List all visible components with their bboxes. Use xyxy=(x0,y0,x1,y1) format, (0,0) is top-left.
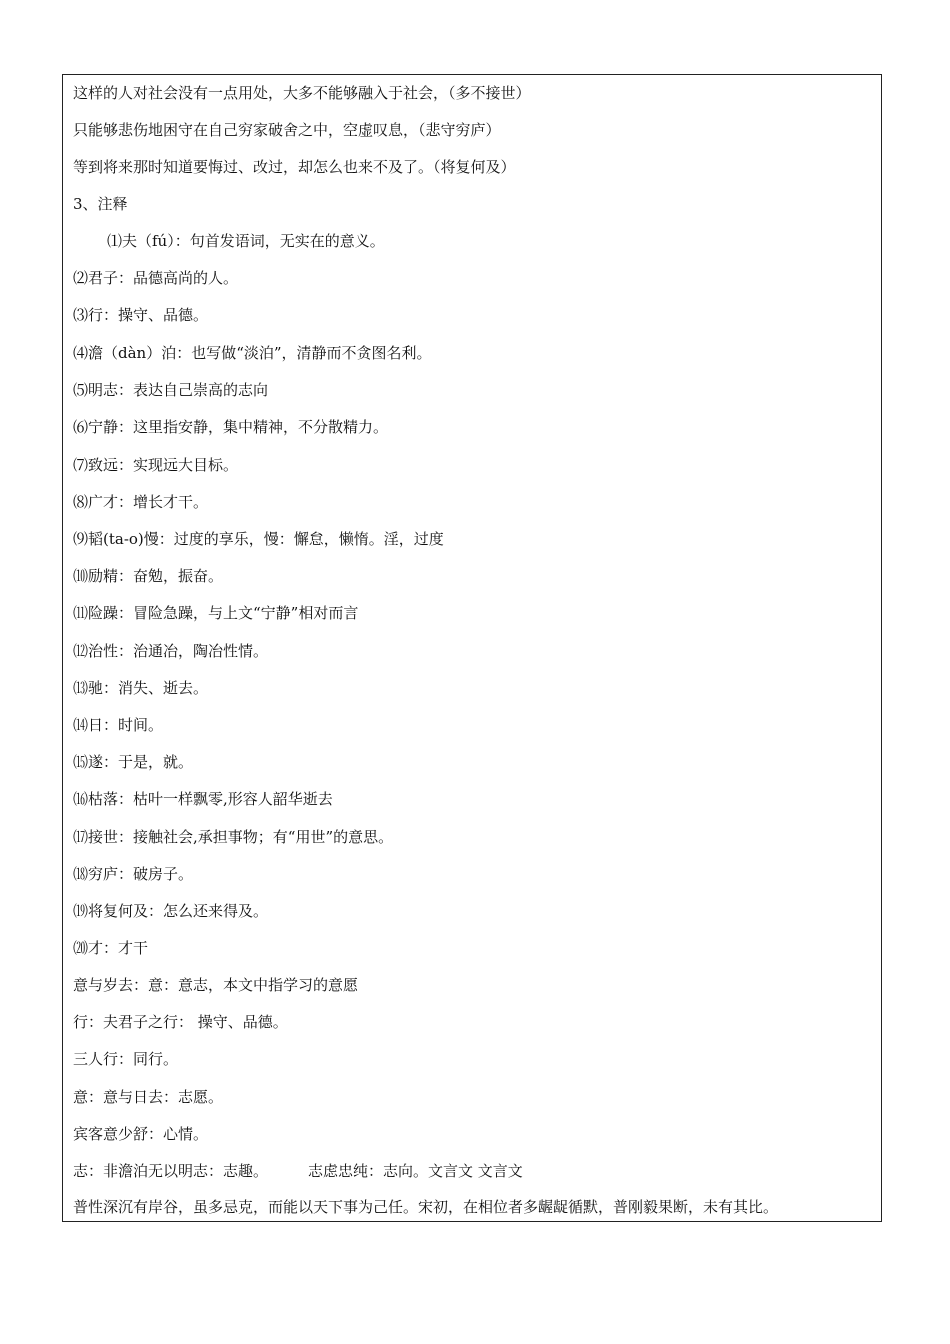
extra-zhi-b: 志虑忠纯：志向。文言文 文言文 xyxy=(308,1162,523,1180)
notes-heading: 3、注释 xyxy=(73,195,128,213)
extra-yi-3: 宾客意少舒：心情。 xyxy=(73,1125,209,1143)
note-2: ⑵君子：品德高尚的人。 xyxy=(73,269,239,287)
note-16: ⒃枯落：枯叶一样飘零,形容人韶华逝去 xyxy=(73,790,333,808)
note-7: ⑺致远：实现远大目标。 xyxy=(73,456,239,474)
note-10: ⑽励精：奋勉，振奋。 xyxy=(73,567,224,585)
note-20: ⒇才：才干 xyxy=(73,939,149,957)
translation-line-1: 这样的人对社会没有一点用处，大多不能够融入于社会，（多不接世） xyxy=(73,84,531,102)
note-1: ⑴夫（fú）：句首发语词，无实在的意义。 xyxy=(107,232,385,250)
note-17: ⒄接世：接触社会,承担事物；有“用世”的意思。 xyxy=(73,828,394,846)
extra-yi-1: 意与岁去：意：意志，本文中指学习的意愿 xyxy=(73,976,359,994)
content-box xyxy=(62,74,882,1222)
note-18: ⒅穷庐：破房子。 xyxy=(73,865,194,883)
extra-zhi-a: 志：非澹泊无以明志：志趣。 xyxy=(73,1162,269,1180)
extra-xing-1: 行：夫君子之行： 操守、品德。 xyxy=(73,1013,288,1031)
note-9: ⑼韬(ta-o)慢：过度的享乐，慢：懈怠，懒惰。淫，过度 xyxy=(73,530,444,548)
note-4: ⑷澹（dàn）泊：也写做“淡泊”，清静而不贪图名利。 xyxy=(73,344,432,362)
translation-line-2: 只能够悲伤地困守在自己穷家破舍之中，空虚叹息，（悲守穷庐） xyxy=(73,121,501,139)
note-6: ⑹宁静：这里指安静，集中精神，不分散精力。 xyxy=(73,418,389,436)
extra-last-line: 普性深沉有岸谷，虽多忌克，而能以天下事为己任。宋初，在相位者多龌龊循默，普刚毅果断，未有其比。 xyxy=(73,1198,779,1216)
note-15: ⒂遂：于是，就。 xyxy=(73,753,194,771)
note-8: ⑻广才：增长才干。 xyxy=(73,493,209,511)
note-13: ⒀驰：消失、逝去。 xyxy=(73,679,209,697)
note-19: ⒆将复何及：怎么还来得及。 xyxy=(73,902,269,920)
translation-line-3: 等到将来那时知道要悔过、改过，却怎么也来不及了。（将复何及） xyxy=(73,158,516,176)
note-5: ⑸明志：表达自己崇高的志向 xyxy=(73,381,269,399)
extra-zhi-line xyxy=(73,1161,873,1181)
note-3: ⑶行：操守、品德。 xyxy=(73,306,209,324)
note-11: ⑾险躁：冒险急躁，与上文“宁静”相对而言 xyxy=(73,604,359,622)
note-14: ⒁日：时间。 xyxy=(73,716,164,734)
note-12: ⑿治性：治通冶，陶冶性情。 xyxy=(73,642,269,660)
extra-xing-2: 三人行：同行。 xyxy=(73,1050,179,1068)
extra-yi-2: 意：意与日去：志愿。 xyxy=(73,1088,224,1106)
